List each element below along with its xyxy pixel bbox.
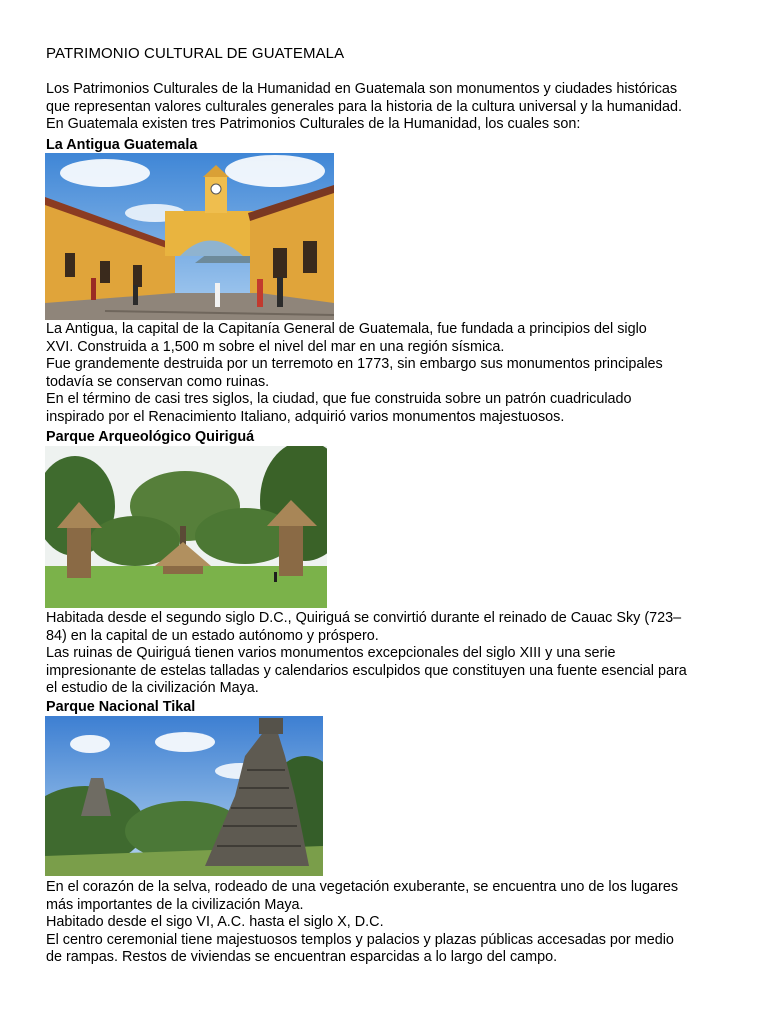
paragraph-line: En el corazón de la selva, rodeado de una vegetación exuberante, se encuentra uno de los lugares <box>46 879 679 895</box>
section-heading-quirigua: Parque Arqueológico Quiriguá <box>46 429 255 445</box>
paragraph-line: Habitado desde el sigo VI, A.C. hasta el siglo X, D.C. <box>46 914 384 931</box>
paragraph-line: de rampas. Restos de viviendas se encuentran esparcidas a lo largo del campo. <box>46 949 558 966</box>
paragraph-line: En el término de casi tres siglos, la ciudad, que fue construida sobre un patrón cuadriculado <box>46 391 632 408</box>
paragraph-line: más importantes de la civilización Maya. <box>46 896 304 913</box>
paragraph-line: impresionante de estelas talladas y calendarios esculpidos que constituyen una fuente esencial para <box>46 662 687 679</box>
intro-paragraph <box>46 81 736 134</box>
quirigua-park-photo <box>45 446 327 608</box>
section-heading-tikal: Parque Nacional Tikal <box>46 699 196 715</box>
paragraph-line: Fue grandemente destruida por un terremoto en 1773, sin embargo sus monumentos principales <box>46 356 663 373</box>
quirigua-paragraph <box>46 610 736 698</box>
paragraph-line: Las ruinas de Quiriguá tienen varios monumentos excepcionales del siglo XIII y una serie <box>46 645 616 662</box>
paragraph-line: XVI. Construida a 1,500 m sobre el nivel del mar en una región sísmica. <box>46 338 505 355</box>
document-title: PATRIMONIO CULTURAL DE GUATEMALA <box>46 45 345 62</box>
intro-line: Los Patrimonios Culturales de la Humanidad en Guatemala son monumentos y ciudades históricas <box>46 81 678 97</box>
paragraph-line: inspirado por el Renacimiento Italiano, adquirió varios monumentos majestuosos. <box>46 408 565 425</box>
section-heading-antigua: La Antigua Guatemala <box>46 137 198 153</box>
tikal-temple-photo <box>45 716 323 876</box>
paragraph-line: Habitada desde el segundo siglo D.C., Quiriguá se convirtió durante el reinado de Cauac Sky (723– <box>46 610 682 626</box>
paragraph-line: 84) en la capital de un estado autónomo y próspero. <box>46 627 379 644</box>
paragraph-line: todavía se conservan como ruinas. <box>46 373 270 390</box>
paragraph-line: La Antigua, la capital de la Capitanía General de Guatemala, fue fundada a principios del siglo <box>46 321 647 337</box>
intro-line: En Guatemala existen tres Patrimonios Culturales de la Humanidad, los cuales son: <box>46 116 581 133</box>
paragraph-line: El centro ceremonial tiene majestuosos templos y palacios y plazas públicas accesadas por medio <box>46 931 674 948</box>
intro-line: que representan valores culturales generales para la historia de la cultura universal y la humanidad. <box>46 98 682 115</box>
tikal-paragraph <box>46 879 736 967</box>
antigua-paragraph <box>46 321 736 427</box>
paragraph-line: el estudio de la civilización Maya. <box>46 680 259 697</box>
antigua-arch-photo <box>45 153 334 320</box>
